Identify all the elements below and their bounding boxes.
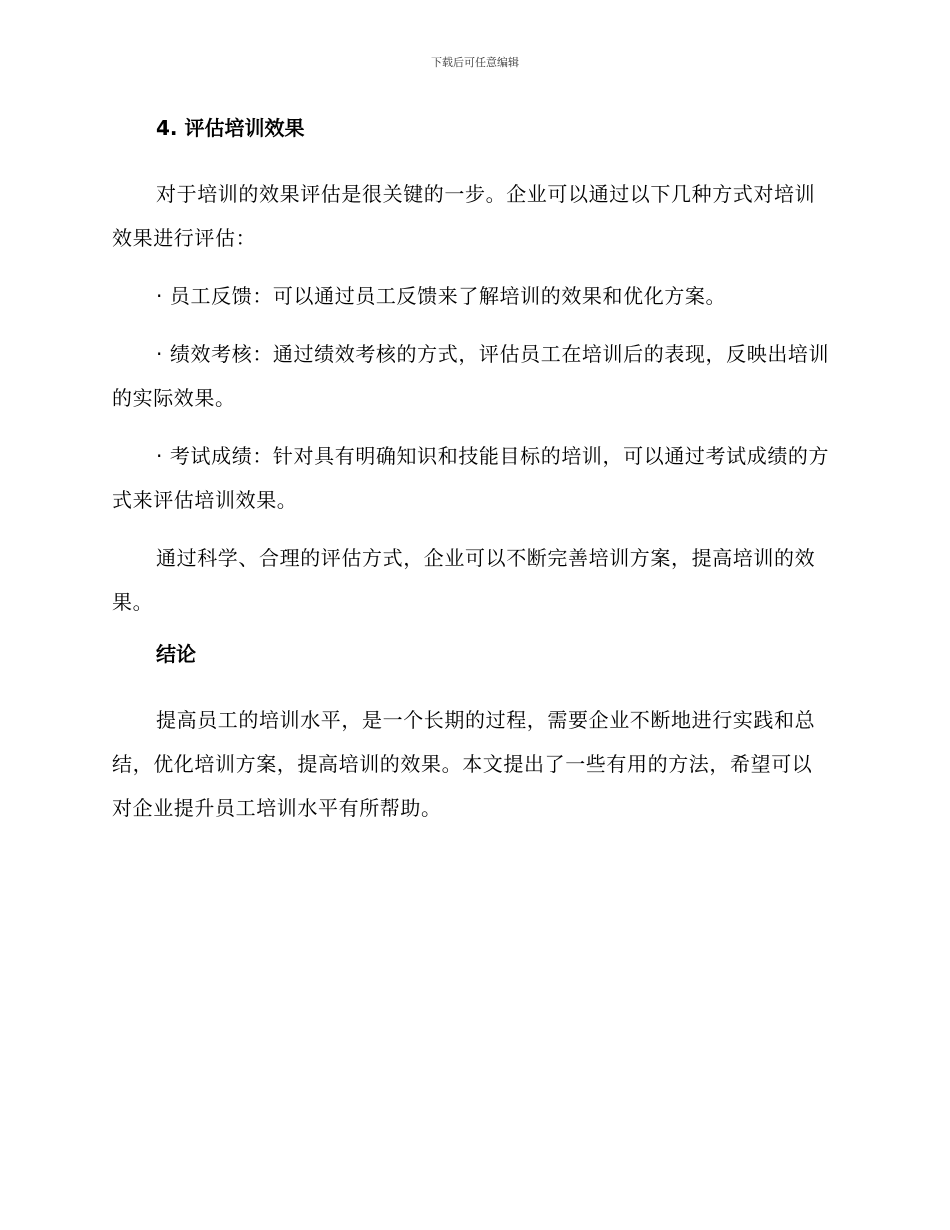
conclusion-heading: 结论: [156, 642, 196, 666]
section-intro-paragraph: 对于培训的效果评估是很关键的一步。企业可以通过以下几种方式对培训效果进行评估：: [112, 182, 816, 250]
section-summary-paragraph: 通过科学、合理的评估方式，企业可以不断完善培训方案，提高培训的效果。: [112, 546, 816, 614]
list-item-performance-review: · 绩效考核：通过绩效考核的方式，评估员工在培训后的表现，反映出培训的实际效果。: [112, 342, 830, 410]
list-item-employee-feedback: · 员工反馈：可以通过员工反馈来了解培训的效果和优化方案。: [156, 284, 727, 308]
section-heading-evaluate-training: 4. 评估培训效果: [156, 116, 305, 140]
list-item-exam-results: · 考试成绩：针对具有明确知识和技能目标的培训，可以通过考试成绩的方式来评估培训效果。: [112, 444, 830, 512]
document-body: [112, 112, 830, 844]
header-note: 下载后可任意编辑: [431, 56, 519, 69]
conclusion-paragraph: 提高员工的培训水平，是一个长期的过程，需要企业不断地进行实践和总结，优化培训方案，提高培训的效果。本文提出了一些有用的方法，希望可以对企业提升员工培训水平有所帮助。: [112, 708, 816, 820]
